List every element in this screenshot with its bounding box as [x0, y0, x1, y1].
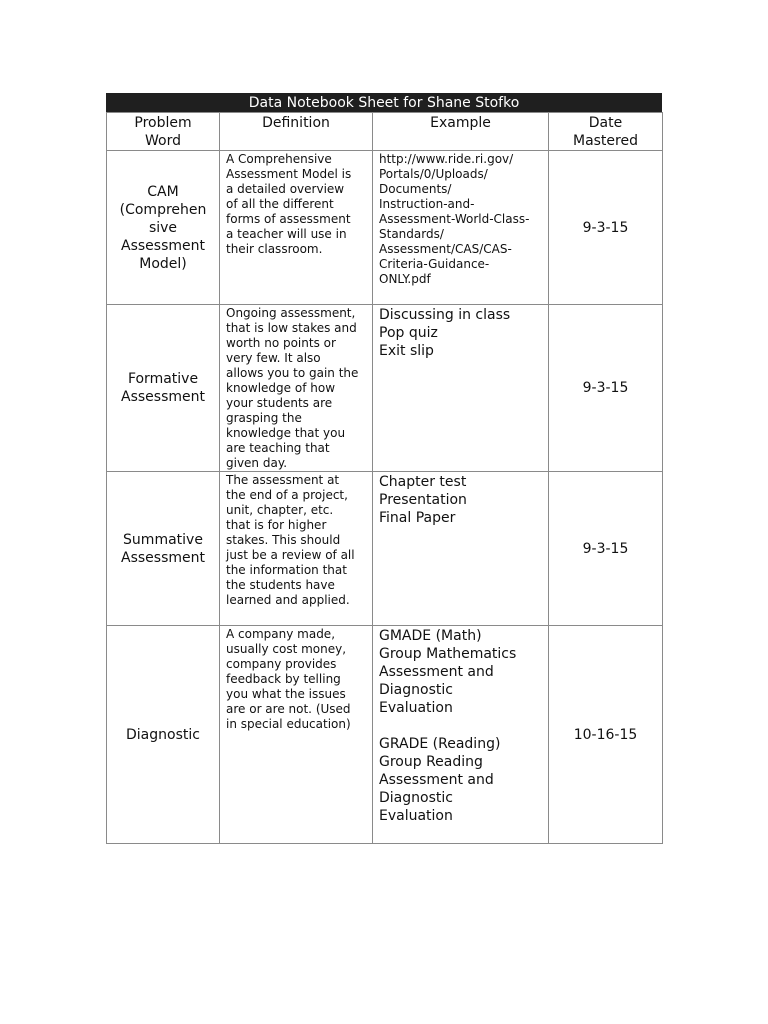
definition-cell: A company made, usually cost money, company provides feedback by telling you what the issues are or are not. (Used in special education)	[220, 626, 373, 844]
problem-word-cell: Diagnostic	[107, 626, 220, 844]
data-notebook-sheet	[106, 93, 662, 844]
problem-word-cell: Summative Assessment	[107, 472, 220, 626]
table-row	[107, 626, 663, 844]
problem-word-cell: Formative Assessment	[107, 305, 220, 472]
table-row	[107, 305, 663, 472]
table-row	[107, 151, 663, 305]
definition-cell: The assessment at the end of a project, unit, chapter, etc. that is for higher stakes. This should just be a review of all the information that the students have learned and applied.	[220, 472, 373, 626]
example-cell: Discussing in class Pop quiz Exit slip	[373, 305, 549, 472]
example-cell: http://www.ride.ri.gov/ Portals/0/Uploads/ Documents/ Instruction-and- Assessment-World-Class- Standards/ Assessment/CAS/CAS- Criteria-Guidance- ONLY.pdf	[373, 151, 549, 305]
header-example: Example	[373, 113, 549, 151]
example-cell	[373, 626, 549, 844]
header-problem-word: Problem Word	[107, 113, 220, 151]
notebook-table	[106, 112, 663, 844]
date-mastered-cell: 9-3-15	[549, 151, 663, 305]
example-gmade: GMADE (Math) Group Mathematics Assessment and Diagnostic Evaluation	[379, 628, 517, 716]
table-row	[107, 472, 663, 626]
definition-cell: A Comprehensive Assessment Model is a detailed overview of all the different forms of assessment a teacher will use in their classroom.	[220, 151, 373, 305]
date-mastered-cell: 9-3-15	[549, 472, 663, 626]
header-row	[107, 113, 663, 151]
definition-cell: Ongoing assessment, that is low stakes and worth no points or very few. It also allows you to gain the knowledge of how your students are grasping the knowledge that you are teaching that given day.	[220, 305, 373, 472]
example-cell: Chapter test Presentation Final Paper	[373, 472, 549, 626]
sheet-title: Data Notebook Sheet for Shane Stofko	[106, 93, 662, 112]
date-mastered-cell: 10-16-15	[549, 626, 663, 844]
date-mastered-cell: 9-3-15	[549, 305, 663, 472]
header-date-mastered: Date Mastered	[549, 113, 663, 151]
problem-word-cell: CAM (Comprehen sive Assessment Model)	[107, 151, 220, 305]
example-grade: GRADE (Reading) Group Reading Assessment and Diagnostic Evaluation	[379, 736, 501, 824]
header-definition: Definition	[220, 113, 373, 151]
